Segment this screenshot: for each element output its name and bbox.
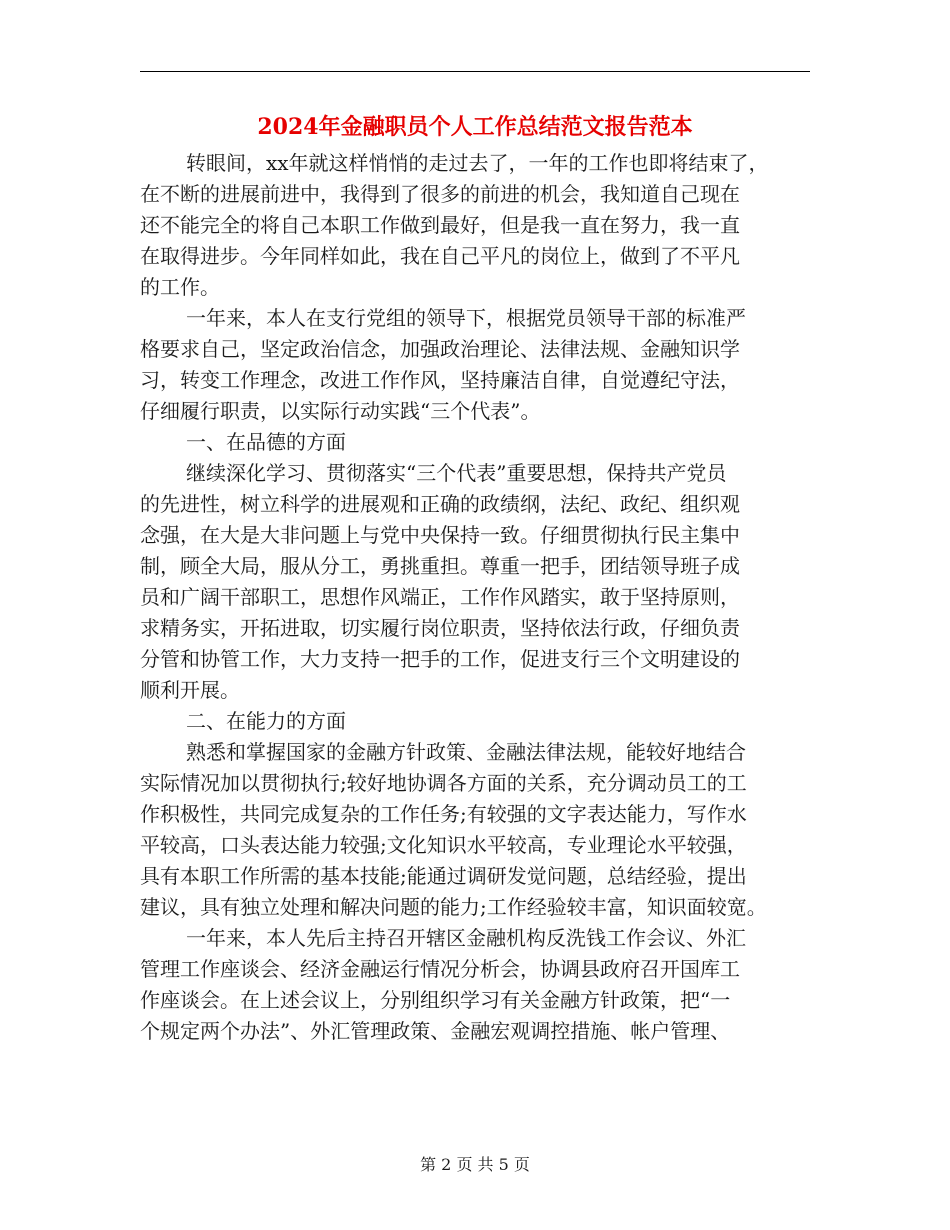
text-line: 的工作。 (140, 275, 220, 299)
text-line: 在取得进步。今年同样如此，我在自己平凡的岗位上，做到了不平凡 (140, 244, 740, 268)
text-line: 平较高，口头表达能力较强;文化知识水平较高，专业理论水平较强， (140, 833, 747, 857)
text-line: 一年来，本人在支行党组的领导下，根据党员领导干部的标准严 (186, 306, 746, 330)
text-line: 一年来，本人先后主持召开辖区金融机构反洗钱工作会议、外汇 (186, 926, 746, 950)
document-body (140, 148, 820, 1047)
text-line: 实际情况加以贯彻执行;较好地协调各方面的关系，充分调动员工的工 (140, 771, 747, 795)
text-line: 具有本职工作所需的基本技能;能通过调研发觉问题，总结经验，提出 (140, 864, 747, 888)
text-line: 顺利开展。 (140, 678, 240, 702)
text-line: 建议，具有独立处理和解决问题的能力;工作经验较丰富，知识面较宽。 (140, 895, 767, 919)
text-line: 求精务实，开拓进取，切实履行岗位职责，坚持依法行政，仔细负责 (140, 616, 740, 640)
text-line: 在不断的进展前进中，我得到了很多的前进的机会，我知道自己现在 (140, 182, 740, 206)
text-line: 格要求自己，坚定政治信念，加强政治理论、法律法规、金融知识学 (140, 337, 740, 361)
text-line: 的先进性，树立科学的进展观和正确的政绩纲，法纪、政纪、组织观 (140, 492, 740, 516)
text-line: 个规定两个办法”、外汇管理政策、金融宏观调控措施、帐户管理、 (140, 1019, 731, 1043)
text-line: 员和广阔干部职工，思想作风端正，工作作风踏实，敢于坚持原则， (140, 585, 740, 609)
document-title: 2024年金融职员个人工作总结范文报告范本 (257, 114, 693, 140)
text-line: 熟悉和掌握国家的金融方针政策、金融法律法规，能较好地结合 (186, 740, 746, 764)
text-line: 制，顾全大局，服从分工，勇挑重担。尊重一把手，团结领导班子成 (140, 554, 740, 578)
text-line: 仔细履行职责，以实际行动实践“三个代表”。 (140, 399, 541, 423)
text-line: 还不能完全的将自己本职工作做到最好，但是我一直在努力，我一直 (140, 213, 740, 237)
text-line: 作积极性，共同完成复杂的工作任务;有较强的文字表达能力，写作水 (140, 802, 747, 826)
header-rule (140, 71, 810, 72)
text-line: 分管和协管工作，大力支持一把手的工作，促进支行三个文明建设的 (140, 647, 740, 671)
text-line: 二、在能力的方面 (186, 709, 346, 733)
text-line: 念强，在大是大非问题上与党中央保持一致。仔细贯彻执行民主集中 (140, 523, 740, 547)
text-line: 继续深化学习、贯彻落实“三个代表”重要思想，保持共产党员 (186, 461, 727, 485)
text-line: 一、在品德的方面 (186, 430, 346, 454)
text-line: 转眼间，xx年就这样悄悄的走过去了，一年的工作也即将结束了， (186, 151, 769, 175)
text-line: 管理工作座谈会、经济金融运行情况分析会，协调县政府召开国库工 (140, 957, 740, 981)
page-number: 第 2 页 共 5 页 (420, 1155, 530, 1174)
text-line: 习，转变工作理念，改进工作作风，坚持廉洁自律，自觉遵纪守法， (140, 368, 740, 392)
text-line: 作座谈会。在上述会议上，分别组织学习有关金融方针政策，把“一 (140, 988, 731, 1012)
